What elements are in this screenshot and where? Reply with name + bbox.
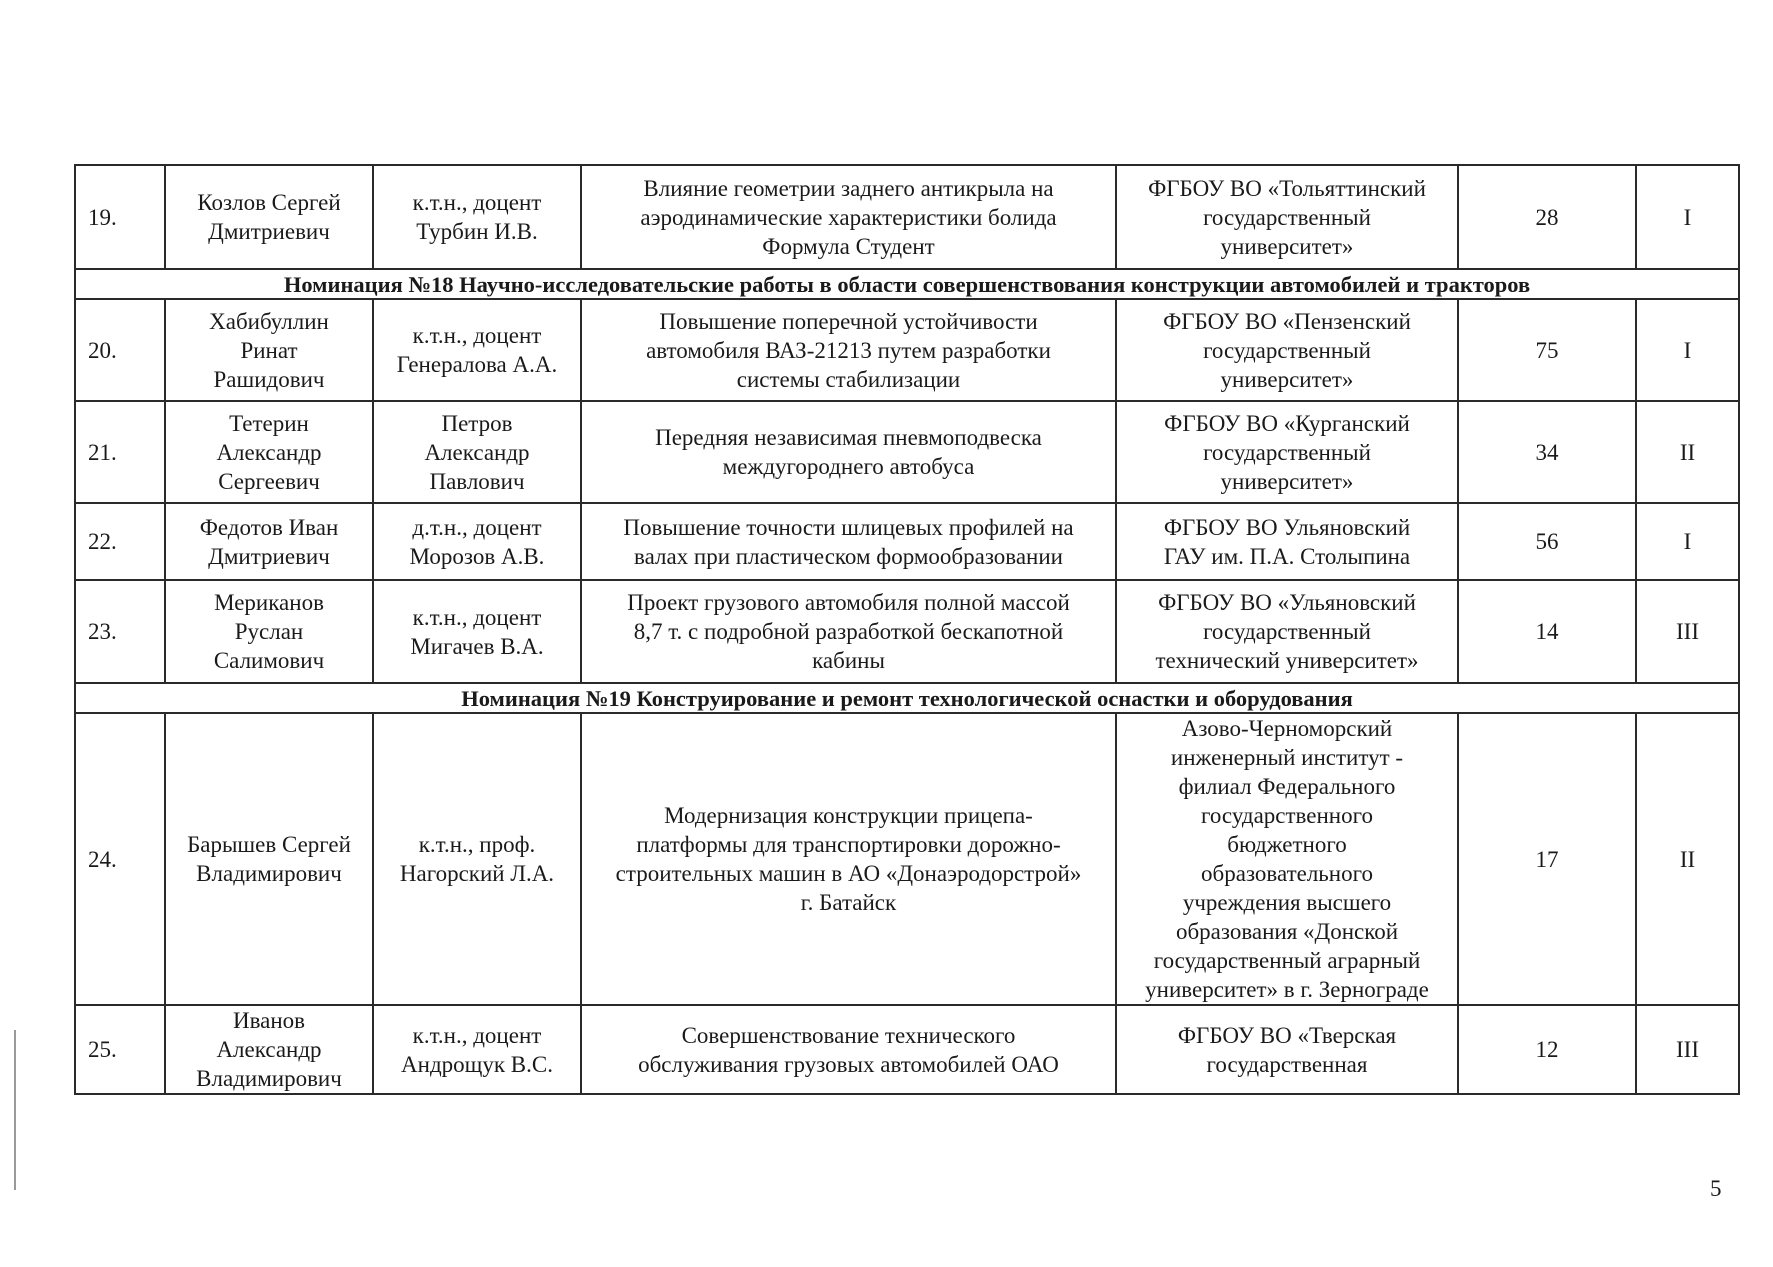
- place: I: [1636, 299, 1739, 401]
- organization-line: образовательного: [1201, 861, 1373, 886]
- advisor: [373, 1005, 581, 1094]
- work-topic-line: системы стабилизации: [736, 366, 961, 392]
- advisor-line: к.т.н., проф.: [418, 832, 536, 857]
- participant-name-line: Барышев Сергей: [187, 832, 351, 857]
- organization-line: образования «Донской: [1175, 919, 1399, 944]
- advisor: [373, 401, 581, 503]
- advisor-line: Александр: [424, 439, 530, 465]
- place: III: [1636, 580, 1739, 683]
- participant-name-line: Салимович: [213, 648, 325, 673]
- organization-line: государственного: [1201, 803, 1373, 828]
- organization-line: университет»: [1220, 468, 1354, 494]
- row-number: 22.: [75, 503, 165, 580]
- advisor: [373, 580, 581, 683]
- work-topic-line: валах при пластическом формообразовании: [634, 543, 1063, 569]
- advisor: [373, 713, 581, 1005]
- participant-name-line: Владимирович: [196, 861, 342, 886]
- work-topic: [581, 401, 1116, 503]
- organization: [1116, 503, 1458, 580]
- table-row: [75, 713, 1739, 1005]
- organization-line: Азово-Черноморский: [1181, 716, 1393, 741]
- work-topic-line: междугороднего автобуса: [722, 454, 975, 479]
- advisor-line: д.т.н., доцент: [412, 514, 542, 540]
- organization-line: университет»: [1220, 366, 1354, 392]
- work-topic-line: г. Батайск: [800, 890, 897, 915]
- advisor-line: Петров: [441, 410, 513, 436]
- work-topic-line: Влияние геометрии заднего антикрыла на: [643, 175, 1054, 201]
- participant-name-line: Владимирович: [196, 1066, 342, 1091]
- table-row: [75, 299, 1739, 401]
- organization: [1116, 299, 1458, 401]
- row-number: 23.: [75, 580, 165, 683]
- advisor-line: Павлович: [429, 468, 525, 494]
- participant-name-line: Ринат: [240, 337, 298, 363]
- organization-line: учреждения высшего: [1182, 890, 1392, 915]
- participant-name: [165, 299, 373, 401]
- organization-line: государственный аграрный: [1153, 948, 1421, 973]
- work-topic-line: аэродинамические характеристики болида: [640, 204, 1057, 230]
- score: 34: [1458, 401, 1636, 503]
- table-row: [75, 1005, 1739, 1094]
- participant-name-line: Александр: [216, 1037, 322, 1062]
- organization-line: государственный: [1203, 439, 1371, 465]
- organization-line: ГАУ им. П.А. Столыпина: [1163, 543, 1411, 569]
- score: 12: [1458, 1005, 1636, 1094]
- work-topic: [581, 580, 1116, 683]
- work-topic-line: 8,7 т. с подробной разработкой бескапотной: [633, 619, 1064, 644]
- organization: [1116, 580, 1458, 683]
- work-topic-line: платформы для транспортировки дорожно-: [636, 832, 1061, 857]
- organization-line: технический университет»: [1155, 648, 1419, 673]
- work-topic-line: Передняя независимая пневмоподвеска: [655, 425, 1042, 450]
- table-row: [75, 580, 1739, 683]
- nomination-title: Номинация №19 Конструирование и ремонт технологической оснастки и оборудования: [75, 683, 1739, 713]
- work-topic: [581, 299, 1116, 401]
- participant-name-line: Тетерин: [229, 410, 309, 436]
- organization-line: ФГБОУ ВО «Курганский: [1164, 410, 1410, 436]
- advisor: [373, 503, 581, 580]
- participant-name-line: Дмитриевич: [208, 543, 330, 569]
- organization-line: государственный: [1203, 204, 1371, 230]
- advisor-line: Андрощук В.С.: [401, 1051, 553, 1077]
- participant-name-line: Александр: [216, 439, 322, 465]
- row-number: 19.: [75, 165, 165, 269]
- work-topic-line: строительных машин в АО «Донаэродорстрой»: [615, 861, 1082, 886]
- participant-name-line: Хабибуллин: [209, 308, 329, 334]
- table-row: [75, 503, 1739, 580]
- work-topic-line: Повышение поперечной устойчивости: [659, 308, 1038, 334]
- organization-line: бюджетного: [1227, 832, 1347, 857]
- organization-line: ФГБОУ ВО «Тольяттинский: [1148, 175, 1426, 201]
- nomination-row: [75, 683, 1739, 713]
- work-topic-line: автомобиля ВАЗ-21213 путем разработки: [646, 337, 1051, 363]
- participant-name-line: Иванов: [232, 1008, 306, 1033]
- participant-name: [165, 401, 373, 503]
- row-number: 24.: [75, 713, 165, 1005]
- work-topic: [581, 503, 1116, 580]
- place: II: [1636, 713, 1739, 1005]
- organization-line: филиал Федерального: [1178, 774, 1396, 799]
- place: III: [1636, 1005, 1739, 1094]
- advisor-line: к.т.н., доцент: [412, 1022, 542, 1048]
- organization-line: инженерный институт -: [1170, 745, 1404, 770]
- advisor-line: Генералова А.А.: [396, 352, 558, 377]
- organization-line: государственная: [1206, 1051, 1368, 1077]
- score: 14: [1458, 580, 1636, 683]
- organization-line: ФГБОУ ВО Ульяновский: [1163, 514, 1411, 540]
- organization-line: государственный: [1203, 337, 1371, 363]
- participant-name: [165, 580, 373, 683]
- organization-line: ФГБОУ ВО «Пензенский: [1163, 308, 1411, 334]
- advisor-line: Мигачев В.А.: [410, 633, 544, 659]
- score: 56: [1458, 503, 1636, 580]
- advisor-line: к.т.н., доцент: [412, 604, 542, 630]
- page-number: 5: [1710, 1176, 1722, 1201]
- advisor-line: Нагорский Л.А.: [399, 861, 555, 886]
- work-topic-line: обслуживания грузовых автомобилей ОАО: [638, 1051, 1059, 1077]
- advisor: [373, 299, 581, 401]
- participant-name: [165, 165, 373, 269]
- scan-margin-mark: [14, 1030, 16, 1190]
- organization: [1116, 401, 1458, 503]
- nomination-title: Номинация №18 Научно-исследовательские работы в области совершенствования конструкции автомобилей и тракторов: [75, 269, 1739, 299]
- work-topic: [581, 713, 1116, 1005]
- organization: [1116, 713, 1458, 1005]
- participant-name-line: Дмитриевич: [208, 219, 330, 244]
- results-table-body: [75, 165, 1739, 1094]
- participant-name: [165, 503, 373, 580]
- row-number: 20.: [75, 299, 165, 401]
- advisor-line: Морозов А.В.: [409, 543, 545, 569]
- work-topic-line: Проект грузового автомобиля полной массой: [627, 590, 1070, 615]
- row-number: 25.: [75, 1005, 165, 1094]
- table-row: [75, 165, 1739, 269]
- table-row: [75, 401, 1739, 503]
- advisor: [373, 165, 581, 269]
- participant-name-line: Сергеевич: [218, 468, 320, 494]
- work-topic-line: кабины: [812, 648, 885, 673]
- work-topic-line: Повышение точности шлицевых профилей на: [623, 514, 1074, 540]
- advisor-line: к.т.н., доцент: [412, 323, 542, 348]
- row-number: 21.: [75, 401, 165, 503]
- organization-line: ФГБОУ ВО «Тверская: [1177, 1022, 1397, 1048]
- organization-line: университет»: [1220, 233, 1354, 259]
- work-topic-line: Совершенствование технического: [681, 1022, 1016, 1048]
- score: 75: [1458, 299, 1636, 401]
- participant-name-line: Руслан: [234, 619, 304, 644]
- work-topic: [581, 165, 1116, 269]
- score: 17: [1458, 713, 1636, 1005]
- work-topic: [581, 1005, 1116, 1094]
- results-table: [74, 164, 1740, 1095]
- advisor-line: Турбин И.В.: [416, 219, 538, 244]
- participant-name-line: Рашидович: [213, 366, 325, 392]
- organization-line: государственный: [1203, 619, 1371, 644]
- organization-line: университет» в г. Зернограде: [1145, 977, 1429, 1002]
- score: 28: [1458, 165, 1636, 269]
- work-topic-line: Модернизация конструкции прицепа-: [664, 803, 1033, 828]
- nomination-row: [75, 269, 1739, 299]
- work-topic-line: Формула Студент: [762, 233, 935, 259]
- place: II: [1636, 401, 1739, 503]
- participant-name-line: Мериканов: [214, 590, 324, 615]
- organization-line: ФГБОУ ВО «Ульяновский: [1158, 590, 1416, 615]
- participant-name-line: Федотов Иван: [199, 514, 339, 540]
- organization: [1116, 1005, 1458, 1094]
- organization: [1116, 165, 1458, 269]
- participant-name: [165, 1005, 373, 1094]
- place: I: [1636, 503, 1739, 580]
- participant-name: [165, 713, 373, 1005]
- place: I: [1636, 165, 1739, 269]
- participant-name-line: Козлов Сергей: [197, 190, 341, 215]
- advisor-line: к.т.н., доцент: [412, 190, 542, 215]
